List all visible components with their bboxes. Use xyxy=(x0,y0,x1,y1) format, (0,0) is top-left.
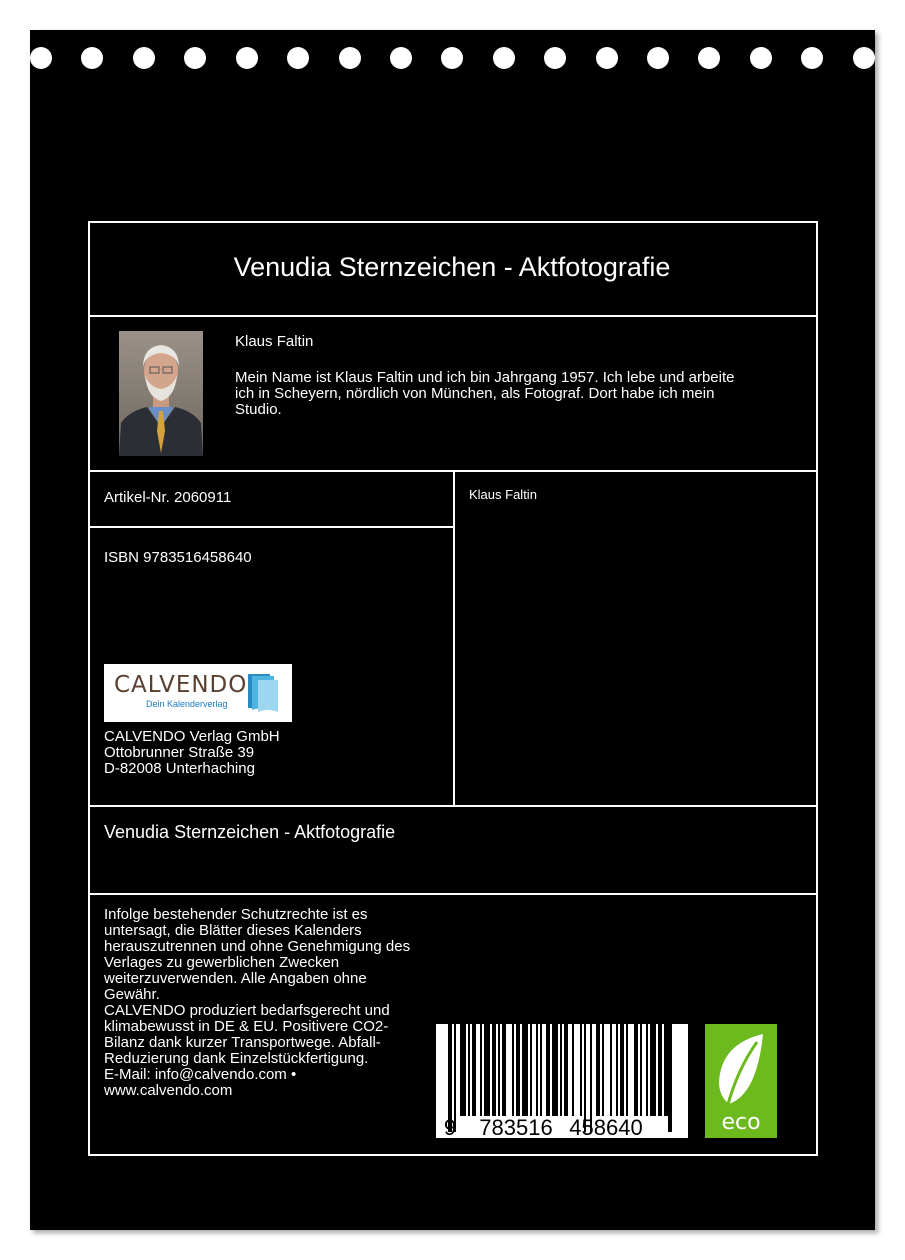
legal-line: untersagt, die Blätter dieses Kalenders xyxy=(104,922,362,939)
barcode-bar xyxy=(634,1024,638,1116)
binding-hole xyxy=(698,47,720,69)
barcode-bar xyxy=(620,1024,624,1116)
article-number: Artikel-Nr. 2060911 xyxy=(104,489,232,506)
legal-line: Verlages zu gewerblichen Zwecken xyxy=(104,954,340,971)
author-bio: Mein Name ist Klaus Faltin und ich bin Jahrgang 1957. Ich lebe und arbeite ich in Scheyern, nördlich von München, als Fotograf. Dort habe ich mein Studio. xyxy=(235,369,735,418)
barcode-bar xyxy=(546,1024,550,1116)
subtitle-panel xyxy=(88,805,818,895)
author-name: Klaus Faltin xyxy=(235,333,314,350)
isbn-number: ISBN 9783516458640 xyxy=(104,549,252,566)
binding-hole xyxy=(493,47,515,69)
barcode-bar xyxy=(650,1024,656,1116)
barcode-bar xyxy=(572,1024,574,1116)
isbn-barcode xyxy=(436,1024,688,1138)
barcode-bar xyxy=(640,1024,642,1116)
publisher-company: CALVENDO Verlag GmbH xyxy=(104,728,280,745)
eco-label: eco xyxy=(721,1110,761,1135)
barcode-bar xyxy=(560,1024,562,1116)
right-info-panel xyxy=(453,470,818,807)
barcode-bar xyxy=(512,1024,514,1116)
barcode-bar xyxy=(564,1024,568,1116)
barcode-bar xyxy=(484,1024,490,1116)
binding-hole xyxy=(596,47,618,69)
author-portrait xyxy=(119,331,203,456)
binding-hole xyxy=(339,47,361,69)
barcode-bar xyxy=(658,1024,662,1116)
binding-hole xyxy=(30,47,52,69)
barcode-bar xyxy=(492,1024,496,1116)
binding-hole xyxy=(801,47,823,69)
legal-line: Bilanz dank kurzer Transportwege. Abfall- xyxy=(104,1034,381,1051)
barcode-bar xyxy=(626,1024,628,1116)
barcode-bar xyxy=(616,1024,618,1116)
barcode-group-1: 783516 xyxy=(479,1115,553,1138)
legal-line: Reduzierung dank Einzelstückfertigung. xyxy=(104,1050,369,1067)
barcode-bar xyxy=(468,1024,470,1116)
barcode-bar xyxy=(460,1024,466,1116)
calendar-page-icon xyxy=(244,672,280,714)
barcode-bar xyxy=(540,1024,542,1116)
legal-line: CALVENDO produziert bedarfsgerecht und xyxy=(104,1002,390,1019)
binding-hole xyxy=(390,47,412,69)
legal-line: Gewähr. xyxy=(104,986,160,1003)
binding-hole xyxy=(184,47,206,69)
barcode-bar xyxy=(530,1024,532,1116)
binding-hole xyxy=(81,47,103,69)
binding-hole xyxy=(133,47,155,69)
barcode-bar xyxy=(664,1024,668,1116)
barcode-bar xyxy=(536,1024,538,1116)
barcode-group-2: 458640 xyxy=(569,1115,643,1138)
author-photo xyxy=(119,331,203,456)
barcode-bar xyxy=(668,1024,670,1132)
barcode-bar xyxy=(498,1024,500,1116)
barcode-bar xyxy=(502,1024,506,1116)
barcode-bar xyxy=(580,1024,582,1116)
calendar-title: Venudia Sternzeichen - Aktfotografie xyxy=(233,252,671,282)
barcode-bar xyxy=(522,1024,528,1116)
binding-hole xyxy=(853,47,875,69)
eco-badge xyxy=(705,1024,777,1138)
barcode-bar xyxy=(602,1024,604,1116)
barcode-first-digit: 9 xyxy=(443,1115,457,1138)
photographer-name: Klaus Faltin xyxy=(469,487,537,502)
barcode-bar xyxy=(646,1024,648,1116)
barcode-bar xyxy=(480,1024,482,1116)
barcode-bar xyxy=(596,1024,600,1116)
barcode-bar xyxy=(610,1024,612,1116)
binding-hole xyxy=(750,47,772,69)
barcode-bars xyxy=(436,1024,688,1138)
barcode-bar xyxy=(552,1024,558,1116)
barcode-bar xyxy=(472,1024,476,1116)
publisher-address xyxy=(104,729,280,777)
publisher-city: D-82008 Unterhaching xyxy=(104,760,255,777)
legal-notice xyxy=(104,907,444,1099)
calvendo-logo xyxy=(104,664,292,722)
leaf-icon xyxy=(711,1030,771,1112)
binding-hole xyxy=(236,47,258,69)
binding-hole xyxy=(647,47,669,69)
binding-hole xyxy=(287,47,309,69)
legal-line: herauszutrennen und ohne Genehmigung des xyxy=(104,938,411,955)
binding-hole xyxy=(544,47,566,69)
barcode-bar xyxy=(516,1024,520,1116)
legal-line: klimabewusst in DE & EU. Positivere CO2- xyxy=(104,1018,389,1035)
legal-line: Infolge bestehender Schutzrechte ist es xyxy=(104,906,368,923)
binding-hole xyxy=(441,47,463,69)
legal-line: E-Mail: info@calvendo.com • xyxy=(104,1066,297,1083)
legal-line: weiterzuverwenden. Alle Angaben ohne xyxy=(104,970,367,987)
legal-line: www.calvendo.com xyxy=(104,1082,233,1099)
calendar-title-bottom: Venudia Sternzeichen - Aktfotografie xyxy=(104,822,396,842)
publisher-street: Ottobrunner Straße 39 xyxy=(104,744,255,761)
logo-wordmark: CALVENDO xyxy=(114,672,248,698)
logo-tagline: Dein Kalenderverlag xyxy=(146,699,228,709)
